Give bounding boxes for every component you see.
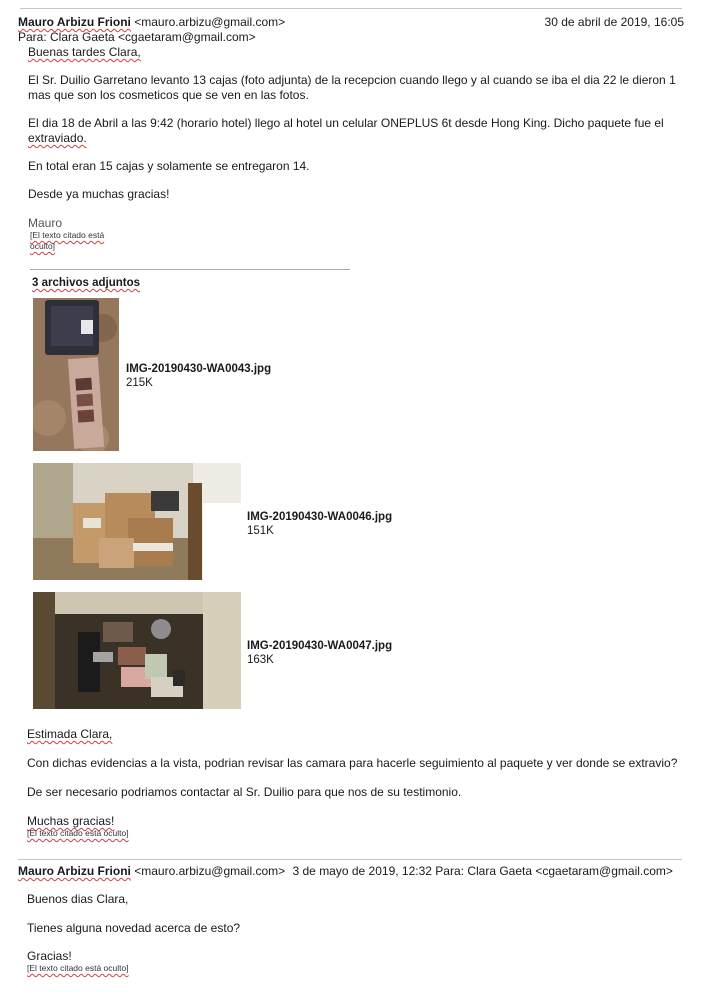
email1-paragraph-3: En total eran 15 cajas y solamente se entregaron 14. <box>28 159 310 173</box>
show-quoted-text-line-1: [El texto citado está <box>30 230 105 240</box>
attachment-name-2[interactable]: IMG-20190430-WA0046.jpg <box>247 511 393 523</box>
show-quoted-text-link[interactable] <box>30 230 104 252</box>
attachment-photo-1-image <box>33 298 119 451</box>
reply-paragraph-1: Con dichas evidencias a la vista, podrian revisar las camara para hacerle seguimiento al paquete y ver donde se extravio? <box>27 756 678 770</box>
email2-show-quoted-text-link[interactable]: [El texto citado está oculto] <box>27 963 129 973</box>
email1-recipient: Para: Clara Gaeta <cgaetaram@gmail.com> <box>18 30 256 44</box>
email1-paragraph-1-line-1: El Sr. Duilio Garretano levanto 13 cajas (foto adjunta) de la recepcion cuando llego y al cuando se iba el dia 22 le dieron 1 <box>28 73 676 87</box>
email1-paragraph-1-line-2: mas que son los cosmeticos que se ven en las fotos. <box>28 88 309 102</box>
reply-greeting: Estimada Clara, <box>27 727 113 741</box>
email2-date: 3 de mayo de 2019, 12:32 <box>292 864 432 878</box>
show-quoted-text-line-2: oculto] <box>30 241 56 251</box>
attachment-thumbnail-1[interactable] <box>33 298 119 451</box>
reply-show-quoted-text-link[interactable]: [El texto citado está oculto] <box>27 828 129 838</box>
email2-sender-email[interactable]: <mauro.arbizu@gmail.com> <box>134 864 286 878</box>
attachment-photo-3-image <box>33 592 241 709</box>
top-divider <box>20 8 682 9</box>
email2-closing: Gracias! <box>27 949 72 963</box>
email1-header <box>18 15 285 29</box>
attachment-name-3[interactable]: IMG-20190430-WA0047.jpg <box>247 640 393 652</box>
attachment-size-1: 215K <box>126 377 153 389</box>
reply-paragraph-2: De ser necesario podriamos contactar al Sr. Duilio para que nos de su testimonio. <box>27 785 462 799</box>
email2-divider <box>18 859 682 860</box>
email1-paragraph-2-line-1: El dia 18 de Abril a las 9:42 (horario hotel) llego al hotel un celular ONEPLUS 6t desde Hong King. Dicho paquete fue el <box>28 116 664 130</box>
email2-recipient: Para: Clara Gaeta <cgaetaram@gmail.com> <box>435 864 673 878</box>
email1-paragraph-4: Desde ya muchas gracias! <box>28 187 170 201</box>
email2-sender-name[interactable]: Mauro Arbizu Frioni <box>18 864 131 878</box>
reply-closing: Muchas gracias! <box>27 814 115 828</box>
sender-name[interactable]: Mauro Arbizu Frioni <box>18 15 131 29</box>
email2-greeting: Buenos dias Clara, <box>27 892 129 906</box>
sender-email[interactable]: <mauro.arbizu@gmail.com> <box>134 15 286 29</box>
attachment-size-3: 163K <box>247 654 274 666</box>
email1-greeting: Buenas tardes Clara, <box>28 45 141 59</box>
email2-header <box>18 864 673 878</box>
attachment-thumbnail-3[interactable] <box>33 592 241 709</box>
email2-paragraph-1: Tienes alguna novedad acerca de esto? <box>27 921 241 935</box>
attachment-size-2: 151K <box>247 525 274 537</box>
attachment-name-1[interactable]: IMG-20190430-WA0043.jpg <box>126 363 272 375</box>
email1-date: 30 de abril de 2019, 16:05 <box>544 15 684 29</box>
attachments-divider <box>30 269 350 270</box>
email1-signature: Mauro <box>28 216 63 230</box>
attachment-thumbnail-2[interactable] <box>33 463 241 580</box>
attachment-photo-2-image <box>33 463 241 580</box>
email1-paragraph-2-line-2: extraviado. <box>28 131 87 145</box>
attachments-header: 3 archivos adjuntos <box>32 277 141 289</box>
